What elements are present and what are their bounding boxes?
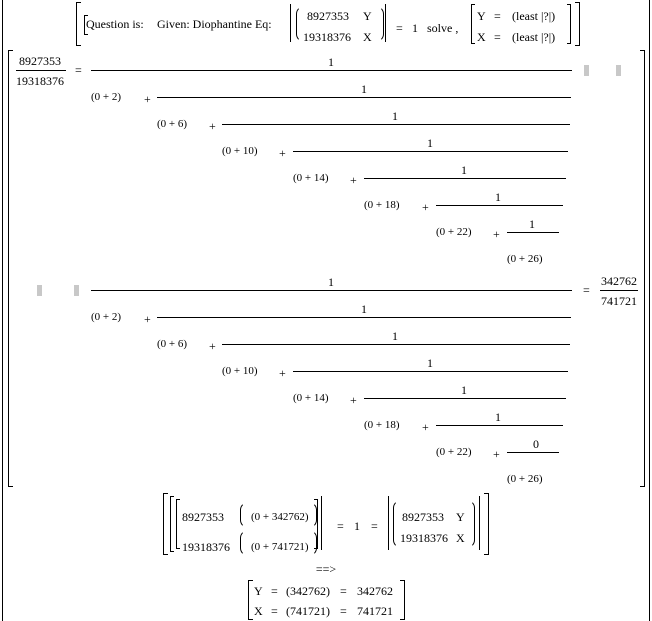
- check-matrix-cell: 19318376: [400, 531, 448, 545]
- abs-bar-right: [385, 4, 386, 42]
- matrix-cell: 19318376: [303, 30, 351, 44]
- final-var: Y: [254, 584, 263, 598]
- cf-fraction-bar: [91, 290, 572, 291]
- cf-term: (0 + 22): [436, 226, 472, 238]
- cf-term: (0 + 2): [91, 91, 122, 103]
- solution-bracket-left: [471, 4, 475, 44]
- cf-term: (0 + 2): [91, 311, 122, 323]
- cf-numerator: 1: [495, 410, 501, 424]
- equals-sign: =: [583, 283, 590, 297]
- cf-fraction-bar: [157, 317, 571, 318]
- cf-fraction-bar: [364, 398, 566, 399]
- cf-fraction-bar: [222, 344, 570, 345]
- check-matrix-cell: X: [456, 531, 465, 545]
- cf-fraction-bar: [157, 97, 571, 98]
- cf-fraction-bar: [293, 371, 568, 372]
- question-given: Given: Diophantine Eq:: [157, 17, 272, 31]
- cf-plus: +: [209, 119, 216, 133]
- check-bracket-left: [163, 493, 168, 555]
- check-bracket-right-inner: [314, 499, 318, 549]
- cf-term: (0 + 14): [293, 172, 329, 184]
- check-one: 1: [354, 519, 360, 533]
- check-expr: (0 + 741721): [251, 541, 309, 553]
- final-eq: =: [271, 584, 278, 598]
- cf-plus: +: [350, 173, 357, 187]
- solution-eq: =: [494, 9, 501, 23]
- cf-term: (0 + 6): [157, 338, 188, 350]
- page-left-rule: [2, 0, 3, 621]
- check-matrix-cell: Y: [456, 510, 465, 524]
- matrix-cell: X: [363, 30, 372, 44]
- result-fraction-bar: [600, 290, 638, 291]
- fraction-bar: [16, 70, 66, 71]
- paren-right: [375, 6, 384, 42]
- placeholder-mark: [616, 65, 621, 76]
- final-eq: =: [340, 604, 347, 618]
- check-matrix-cell: 8927353: [402, 510, 444, 524]
- cf-numerator: 1: [427, 136, 433, 150]
- cf-numerator: 1: [495, 190, 501, 204]
- cf-numerator: 1: [427, 356, 433, 370]
- result-numerator: 342762: [601, 274, 637, 288]
- cf-plus: +: [422, 200, 429, 214]
- implies-arrow: ==>: [315, 562, 337, 576]
- matrix-cell: 8927353: [307, 9, 349, 23]
- abs-bar-right: [479, 496, 480, 550]
- equals-sign: =: [371, 519, 378, 533]
- solution-var: Y: [477, 9, 486, 23]
- paren-right: [466, 500, 475, 548]
- cf-term: (0 + 10): [222, 365, 258, 377]
- cf-term: (0 + 26): [507, 253, 543, 265]
- final-value: 741721: [357, 604, 393, 618]
- cf-numerator: 1: [361, 302, 367, 316]
- fraction-denominator: 19318376: [16, 74, 64, 88]
- final-bracket-left: [248, 580, 253, 620]
- cf-fraction-bar: [436, 425, 563, 426]
- cf-numerator: 1: [392, 329, 398, 343]
- matrix-bracket-left: [8, 50, 13, 487]
- matrix-cell: Y: [363, 9, 372, 23]
- placeholder-mark: [74, 285, 79, 296]
- cf-plus: +: [422, 420, 429, 434]
- cf-plus: +: [279, 366, 286, 380]
- solution-bracket-right: [567, 4, 571, 44]
- check-value: 19318376: [182, 540, 230, 554]
- cf-plus: +: [493, 227, 500, 241]
- cf-plus: +: [144, 312, 151, 326]
- solution-var: X: [477, 30, 486, 44]
- cf-fraction-bar: [91, 70, 572, 71]
- cf-numerator: 1: [328, 55, 334, 69]
- cf-term: (0 + 26): [507, 473, 543, 485]
- check-value: 8927353: [182, 510, 224, 524]
- equals-sign: =: [75, 63, 82, 77]
- abs-bar-right: [321, 496, 322, 550]
- cf-numerator: 0: [533, 437, 539, 451]
- check-bracket-left-inner: [170, 496, 174, 552]
- abs-bar-left: [290, 4, 291, 42]
- cf-term: (0 + 14): [293, 392, 329, 404]
- final-expr: (342762): [286, 584, 330, 598]
- equals-sign: =: [337, 519, 344, 533]
- cf-plus: +: [350, 393, 357, 407]
- cf-numerator: 1: [461, 163, 467, 177]
- cf-term: (0 + 22): [436, 446, 472, 458]
- question-bracket-left: [76, 2, 81, 46]
- fraction-numerator: 8927353: [19, 54, 61, 68]
- check-expr: (0 + 342762): [251, 511, 309, 523]
- final-value: 342762: [357, 584, 393, 598]
- solution-value: (least |?|): [512, 30, 556, 44]
- cf-fraction-bar: [222, 124, 570, 125]
- page-right-rule: [649, 0, 650, 621]
- cf-plus: +: [144, 92, 151, 106]
- cf-numerator: 1: [361, 82, 367, 96]
- cf-term: (0 + 18): [364, 419, 400, 431]
- placeholder-mark: [37, 285, 42, 296]
- cf-term: (0 + 6): [157, 118, 188, 130]
- check-bracket-right: [484, 493, 489, 555]
- final-eq: =: [271, 604, 278, 618]
- solve-keyword: solve ,: [427, 21, 459, 35]
- cf-numerator: 1: [328, 275, 334, 289]
- final-expr: (741721): [286, 604, 330, 618]
- result-denominator: 741721: [601, 294, 637, 308]
- cf-fraction-bar: [436, 205, 563, 206]
- cf-term: (0 + 18): [364, 199, 400, 211]
- check-bracket-left-inner: [176, 499, 180, 549]
- cf-fraction-bar: [293, 151, 568, 152]
- cf-numerator: 1: [529, 217, 535, 231]
- cf-plus: +: [279, 146, 286, 160]
- paren-left: [240, 502, 249, 528]
- cf-numerator: 1: [461, 383, 467, 397]
- paren-left: [240, 530, 249, 556]
- rhs-value: 1: [412, 21, 418, 35]
- cf-fraction-bar: [507, 232, 559, 233]
- placeholder-mark: [584, 65, 589, 76]
- final-var: X: [254, 604, 263, 618]
- question-label: Question is:: [86, 17, 144, 31]
- final-eq: =: [340, 584, 347, 598]
- equals-sign: =: [396, 21, 403, 35]
- cf-plus: +: [209, 339, 216, 353]
- cf-numerator: 1: [392, 109, 398, 123]
- cf-term: (0 + 10): [222, 145, 258, 157]
- abs-bar-left: [388, 496, 389, 550]
- cf-plus: +: [493, 447, 500, 461]
- final-bracket-right: [400, 580, 405, 620]
- cf-fraction-bar: [364, 178, 566, 179]
- matrix-bracket-right: [640, 50, 645, 487]
- question-bracket-right: [575, 2, 580, 46]
- cf-fraction-bar: [507, 452, 559, 453]
- solution-eq: =: [494, 30, 501, 44]
- solution-value: (least |?|): [512, 9, 556, 23]
